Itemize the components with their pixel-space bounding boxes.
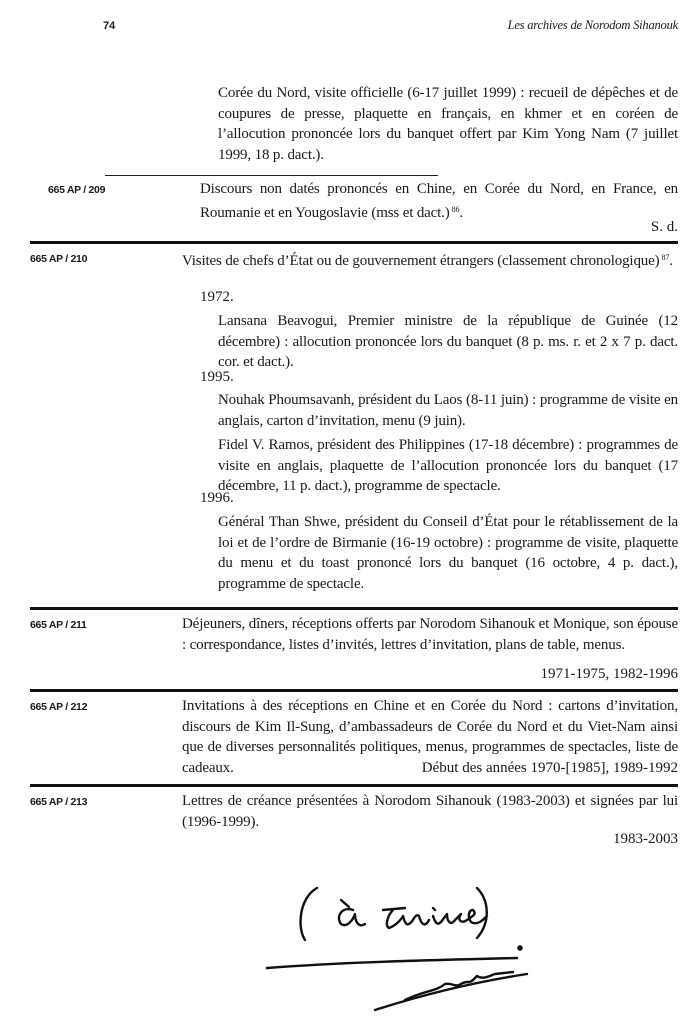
- continuation-text: Corée du Nord, visite officielle (6-17 juillet 1999) : recueil de dépêches et de coupures de presse, plaquette en français, en khmer et en coréen de l’allocution prononcée lors du banquet offert par Kim Yong Nam (7 juillet 1999, 18 p. dact.).: [218, 85, 678, 163]
- visit-ramos-text: Fidel V. Ramos, président des Philippines (17-18 décembre) : programmes de visite en anglais, plaquette de l’allocution prononcée lors du banquet (17 décembre, 11 p. dact.), programme de spectacle.: [218, 437, 678, 494]
- entry-210-punct: .: [669, 253, 673, 269]
- cote-210: 665 AP / 210: [30, 253, 88, 265]
- entry-212-date: Début des années 1970-[1985], 1989-1992: [421, 760, 678, 776]
- separator-rule: [30, 241, 678, 244]
- separator-rule: [30, 784, 678, 787]
- visit-beavogui-text: Lansana Beavogui, Premier ministre de la république de Guinée (12 décembre) : allocution prononcée lors du banquet (8 p. ms. r. et 2 x 7 p. dact. cor. et dact.).: [218, 313, 678, 370]
- visit-phoumsavanh-text: Nouhak Phoumsavanh, président du Laos (8-11 juin) : programme de visite en anglais, carton d’invitation, menu (9 juin).: [218, 392, 678, 429]
- entry-209-text: Discours non datés prononcés en Chine, en Corée du Nord, en France, en Roumanie et en Yougoslavie (mss et dact.): [200, 181, 678, 221]
- cote-213: 665 AP / 213: [30, 796, 88, 808]
- entry-209-punct: .: [459, 204, 463, 221]
- visit-ramos: [218, 435, 678, 497]
- footnote-ref-87: 87: [661, 253, 670, 262]
- continuation-paragraph: [218, 83, 678, 165]
- cote-211: 665 AP / 211: [30, 619, 87, 631]
- cote-212: 665 AP / 212: [30, 701, 88, 713]
- entry-213-date: 1983-2003: [613, 831, 678, 847]
- cote-209: 665 AP / 209: [48, 184, 106, 196]
- entry-209-description: [200, 179, 678, 223]
- year-1996: 1996.: [200, 490, 234, 506]
- visit-than-shwe-text: Général Than Shwe, président du Conseil d’État pour le rétablissement de la loi et de l’ordre de Birmanie (16-19 octobre) : programme de visite, plaquette du menu et du toast prononcé lors du banquet (16 octobre, 4 p. dact.), programme de spectacle.: [218, 514, 678, 592]
- footnote-ref-86: 86: [451, 204, 460, 214]
- visit-than-shwe: [218, 512, 678, 594]
- entry-213-description: [182, 791, 678, 832]
- separator-short-rule: [105, 175, 438, 176]
- entry-211-date: 1971-1975, 1982-1996: [540, 666, 678, 682]
- year-1972: 1972.: [200, 289, 234, 305]
- entry-210-description: [182, 248, 678, 272]
- entry-212-text: Invitations à des réceptions en Chine et en Corée du Nord : cartons d’invitation, discours de Kim Il-Sung, d’ambassadeurs de Corée du Nord et du Viet-Nam ainsi que de diverses personnalités politiques, menus, programmes de spectacles, liste de cadeaux.: [182, 698, 678, 776]
- entry-211-description: [182, 614, 678, 655]
- visit-beavogui: [218, 311, 678, 373]
- handwriting-icon: [255, 880, 555, 1015]
- entry-209-date: S. d.: [650, 219, 678, 235]
- handwritten-a-suivre-note: [255, 880, 555, 1015]
- page-number: 74: [103, 20, 116, 32]
- separator-rule: [30, 689, 678, 692]
- year-1995: 1995.: [200, 369, 234, 385]
- running-title: Les archives de Norodom Sihanouk: [507, 18, 678, 32]
- visit-phoumsavanh: [218, 390, 678, 431]
- entry-210-text: Visites de chefs d’État ou de gouvernement étrangers (classement chronologique): [182, 253, 660, 269]
- entry-211-text: Déjeuners, dîners, réceptions offerts par Norodom Sihanouk et Monique, son épouse : correspondance, listes d’invités, lettres d’invitation, plans de table, menus.: [182, 616, 678, 653]
- separator-rule: [30, 607, 678, 610]
- entry-213-text: Lettres de créance présentées à Norodom Sihanouk (1983-2003) et signées par lui (1996-1999).: [182, 793, 678, 830]
